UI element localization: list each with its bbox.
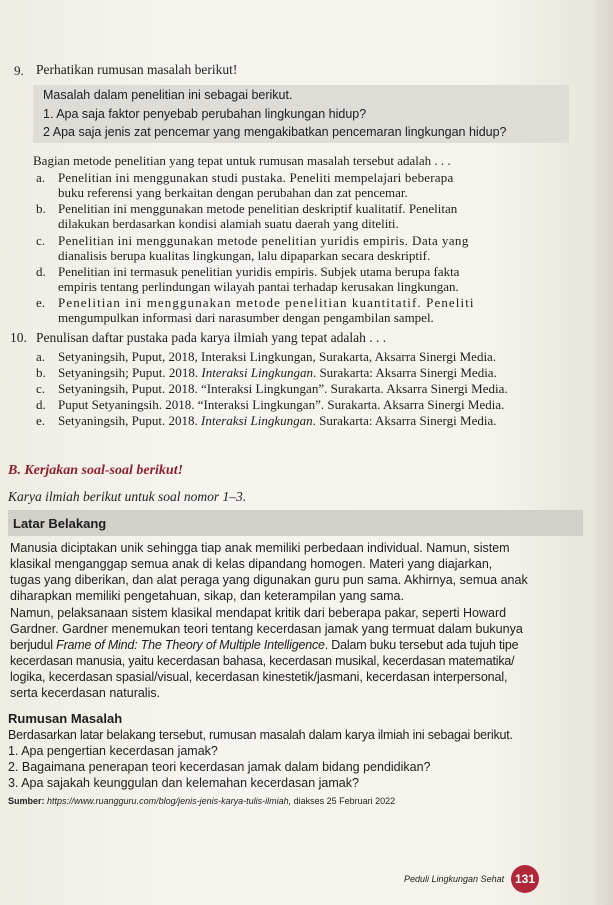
paragraph-line: kecerdasan manusia, yaitu kecerdasan bahasa, kecerdasan musikal, kecerdasan matematika/	[10, 654, 515, 668]
box-line: 1. Apa saja faktor penyebab perubahan lingkungan hidup?	[43, 107, 367, 121]
book-title: Frame of Mind: The Theory of Multiple Intelligence	[56, 638, 325, 652]
section-b-instruction: Karya ilmiah berikut untuk soal nomor 1–3.	[8, 489, 247, 504]
rumusan-intro: Berdasarkan latar belakang tersebut, rumusan masalah dalam karya ilmiah ini sebagai berikut.	[8, 728, 513, 742]
problem-box	[33, 85, 569, 143]
running-title: Peduli Lingkungan Sehat	[404, 874, 505, 884]
option-text: Penelitian ini termasuk penelitian yuridis empiris. Subjek utama berupa fakta	[58, 264, 460, 279]
option-letter: c.	[36, 233, 46, 248]
text-run: berjudul	[10, 638, 57, 652]
paragraph-line: Namun, pelaksanaan sistem klasikal mendapat kritik dari beberapa pakar, seperti Howard	[10, 606, 507, 620]
citation-title: Interaksi Lingkungan	[201, 365, 313, 380]
option-text	[58, 414, 496, 427]
option-letter: b.	[36, 201, 46, 216]
option-letter: d.	[36, 264, 46, 279]
question-10-number: 10.	[10, 330, 27, 345]
citation-publisher: . Surakarta: Aksarra Sinergi Media.	[312, 413, 497, 428]
rumusan-item: 1. Apa pengertian kecerdasan jamak?	[8, 744, 218, 758]
paragraph-line	[10, 639, 518, 652]
option-text: Penelitian ini menggunakan studi pustaka. Peneliti mempelajari beberapa	[58, 170, 454, 185]
option-letter: e.	[36, 413, 46, 428]
box-line: Masalah dalam penelitian ini sebagai berikut.	[43, 88, 293, 102]
paragraph-line: logika, kecerdasan spasial/visual, kecerdasan kinestetik/jasmani, kecerdasan interpersonal,	[10, 670, 508, 684]
rumusan-item: 2. Bagaimana penerapan teori kecerdasan jamak dalam bidang pendidikan?	[8, 760, 431, 774]
paragraph-line: Manusia diciptakan unik sehingga tiap anak memiliki perbedaan individual. Namun, sistem	[10, 541, 510, 555]
citation-title: Interaksi Lingkungan	[201, 413, 313, 428]
text-run: . Dalam buku tersebut ada tujuh tipe	[324, 638, 519, 652]
box-line: 2 Apa saja jenis zat pencemar yang mengakibatkan pencemaran lingkungan hidup?	[43, 125, 507, 139]
option-letter: a.	[36, 170, 46, 185]
citation-author: Setyaningsih, Puput. 2018.	[58, 413, 202, 428]
source-date: diakses 25 Februari 2022	[291, 796, 396, 806]
option-text: Penelitian ini menggunakan metode penelitian yuridis empiris. Data yang	[58, 233, 469, 248]
option-text: dilakukan berdasarkan kondisi alamiah suatu daerah yang diteliti.	[58, 216, 399, 231]
option-letter: d.	[36, 397, 46, 412]
option-text: buku referensi yang berkaitan dengan perubahan dan zat pencemar.	[58, 185, 408, 200]
option-text: mengumpulkan informasi dari narasumber dengan pengambilan sampel.	[58, 310, 434, 325]
rumusan-masalah-heading: Rumusan Masalah	[8, 711, 123, 726]
citation-author: Setyaningsih; Puput. 2018.	[58, 365, 202, 380]
option-letter: a.	[36, 349, 46, 364]
option-text: Penelitian ini menggunakan metode penelitian deskriptif kualitatif. Penelitan	[58, 201, 458, 216]
question-10-stem: Penulisan daftar pustaka pada karya ilmiah yang tepat adalah . . .	[36, 330, 387, 345]
question-9-intro: Bagian metode penelitian yang tepat untuk rumusan masalah tersebut adalah . . .	[33, 153, 451, 168]
paragraph-line: klasikal menganggap semua anak di kelas dipandang homogen. Materi yang diajarkan,	[10, 557, 493, 571]
paragraph-line: tugas yang diberikan, dan alat peraga yang digunakan guru pun sama. Akhirnya, semua anak	[10, 573, 528, 587]
page-number: 131	[511, 865, 539, 893]
paragraph-line: Gardner. Gardner menemukan teori tentang kecerdasan jamak yang termuat dalam bukunya	[10, 622, 523, 636]
option-text	[58, 366, 497, 379]
option-letter: c.	[36, 381, 46, 396]
option-text: empiris tentang perlindungan wilayah pantai terhadap kerusakan lingkungan.	[58, 279, 459, 294]
section-b-heading: B. Kerjakan soal-soal berikut!	[8, 463, 184, 478]
rumusan-item: 3. Apa sajakah keunggulan dan kelemahan kecerdasan jamak?	[8, 776, 359, 790]
paragraph-line: diharapkan memiliki pengetahuan, sikap, dan keterampilan yang sama.	[10, 589, 404, 603]
question-9-number: 9.	[14, 63, 24, 78]
option-text: Penelitian ini menggunakan metode penelitian kuantitatif. Peneliti	[58, 295, 475, 310]
option-text: Setyaningsih, Puput, 2018, Interaksi Lingkungan, Surakarta, Aksarra Sinergi Media.	[58, 349, 497, 364]
latar-belakang-heading: Latar Belakang	[13, 516, 107, 531]
option-text: dianalisis berupa kualitas lingkungan, lalu dipaparkan secara deskriptif.	[58, 248, 431, 263]
source-line	[8, 795, 395, 808]
question-9-stem: Perhatikan rumusan masalah berikut!	[36, 62, 238, 77]
citation-publisher: . Surakarta: Aksarra Sinergi Media.	[312, 365, 497, 380]
option-text: Setyaningsih, Puput. 2018. “Interaksi Lingkungan”. Surakarta. Aksarra Sinergi Media.	[58, 381, 508, 396]
option-letter: e.	[36, 295, 46, 310]
source-url: https://www.ruangguru.com/blog/jenis-jenis-karya-tulis-ilmiah,	[44, 796, 292, 806]
paragraph-line: serta kecerdasan naturalis.	[10, 686, 161, 700]
source-label: Sumber:	[8, 796, 45, 806]
option-letter: b.	[36, 365, 46, 380]
page-shadow	[593, 0, 613, 905]
option-text: Puput Setyaningsih. 2018. “Interaksi Lingkungan”. Surakarta. Aksarra Sinergi Media.	[58, 397, 505, 412]
